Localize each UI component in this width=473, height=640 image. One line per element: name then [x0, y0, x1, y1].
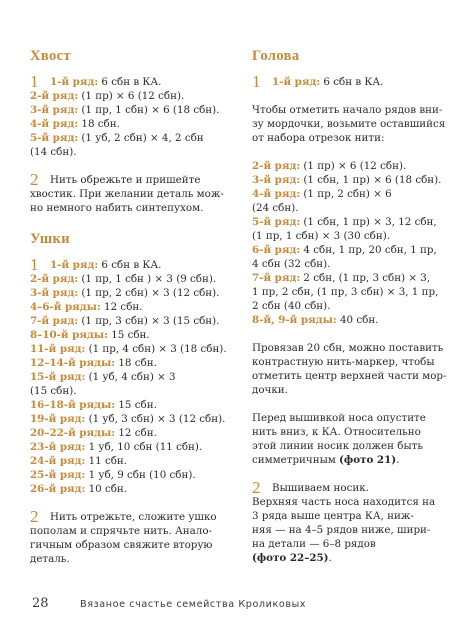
instruction-line: 15-й ряд: (1 уб, 4 сбн) × 3: [30, 371, 176, 383]
instruction-line: (фото 22–25).: [252, 552, 332, 564]
instruction-line: симметричным (фото 21).: [252, 454, 400, 466]
instruction-line: 6-й ряд: 4 сбн, 1 пр, 20 сбн, 1 пр,: [252, 244, 437, 256]
instruction-line: нить вниз, к КА. Относительно: [252, 426, 421, 438]
instruction-line: 3 ряда выше центра КА, ниж-: [252, 510, 414, 522]
instruction-line: 3-й ряд: (1 пр, 1 сбн) × 6 (18 сбн).: [30, 104, 220, 116]
ears-step-2: [30, 507, 230, 566]
book-title: Вязаное счастье семейства Кроликовых: [80, 599, 307, 610]
instruction-line: от набора отрезок нити:: [252, 132, 385, 144]
instruction-line: 23-й ряд: 1 уб, 10 сбн (11 сбн).: [30, 441, 203, 453]
instruction-line: 7-й ряд: 2 сбн, (1 пр, 3 сбн) × 3,: [252, 272, 431, 284]
instruction-line: 20–22-й ряды: 12 сбн.: [30, 427, 157, 439]
instruction-line: Верхняя часть носа находится на: [252, 496, 436, 508]
instruction-line: (15 сбн).: [30, 385, 77, 397]
instruction-line: 25-й ряд: 1 уб, 9 сбн (10 сбн).: [30, 469, 196, 481]
instruction-line: 11-й ряд: (1 пр, 4 сбн) × 3 (18 сбн).: [30, 343, 227, 355]
instruction-line: Провязав 20 сбн, можно поставить: [252, 342, 444, 354]
instruction-line: (24 сбн).: [252, 202, 299, 214]
page-number: 28: [32, 596, 49, 611]
instruction-line: Чтобы отметить начало рядов вни-: [252, 104, 443, 116]
instruction-line: зу мордочки, возьмите оставшийся: [252, 118, 446, 130]
right-column: [252, 48, 452, 579]
instruction-line: 26-й ряд: 10 сбн.: [30, 483, 128, 495]
instruction-line: деталь.: [30, 553, 70, 565]
tail-step-2: [30, 170, 230, 215]
instruction-line: этой линии носик должен быть: [252, 440, 423, 452]
step-number: 2: [252, 478, 261, 497]
instruction-line: 7-й ряд: (1 пр, 3 сбн) × 3 (15 сбн).: [30, 315, 220, 327]
left-column: [30, 48, 230, 580]
instruction-line: 2-й ряд: (1 пр) × 6 (12 сбн).: [252, 160, 407, 172]
instruction-line: 4 сбн (32 сбн).: [252, 258, 331, 270]
instruction-line: отметить центр верхней части мор-: [252, 370, 447, 382]
instruction-line: няя — на 4–5 рядов ниже, шири-: [252, 524, 431, 536]
instruction-line: 3-й ряд: (1 сбн, 1 пр) × 6 (18 сбн).: [252, 174, 442, 186]
instruction-line: (14 сбн).: [30, 146, 77, 158]
instruction-line: гичным образом свяжите вторую: [30, 539, 213, 551]
instruction-line: дочки.: [252, 384, 288, 396]
step-number: 2: [30, 170, 39, 189]
instruction-line: на детали — 6–8 рядов: [252, 538, 376, 550]
ears-step-1: [30, 255, 230, 496]
instruction-line: 4–6-й ряды: 12 сбн.: [30, 301, 143, 313]
instruction-line: 1 пр, 2 сбн, (1 пр, 3 сбн) × 3, 1 пр,: [252, 286, 439, 298]
instruction-line: 2 Нить отрежьте, сложите ушко: [30, 507, 217, 526]
instruction-line: 2-й ряд: (1 пр) × 6 (12 сбн).: [30, 90, 185, 102]
instruction-line: 2 Нить обрежьте и пришейте: [30, 170, 201, 189]
instruction-line: 1 1-й ряд: 6 сбн в КА.: [30, 72, 162, 91]
instruction-line: 19-й ряд: (1 уб, 3 сбн) × 3 (12 сбн).: [30, 413, 226, 425]
instruction-line: 1 1-й ряд: 6 сбн в КА.: [30, 255, 162, 274]
instruction-line: пополам и спрячьте нить. Анало-: [30, 525, 213, 537]
instruction-line: контрастную нить-маркер, чтобы: [252, 356, 435, 368]
instruction-line: Перед вышивкой носа опустите: [252, 412, 426, 424]
instruction-line: (1 пр, 1 сбн) × 3 (30 сбн).: [252, 230, 391, 242]
instruction-line: 8-й, 9-й ряды: 40 сбн.: [252, 314, 379, 326]
instruction-line: 2 Вышиваем носик.: [252, 478, 369, 497]
step-number: 1: [30, 255, 39, 274]
instruction-line: 16–18-й ряды: 15 сбн.: [30, 399, 157, 411]
head-step-2: [252, 478, 452, 565]
instruction-line: хвостик. При желании деталь мож-: [30, 188, 224, 200]
instruction-line: 2-й ряд: (1 пр, 1 сбн ) × 3 (9 сбн).: [30, 273, 217, 285]
tail-step-1: [30, 72, 230, 159]
step-number: 1: [30, 72, 39, 91]
instruction-line: 12–14-й ряды: 18 сбн.: [30, 357, 157, 369]
photo-reference: (фото 21): [339, 454, 397, 466]
instruction-line: 8–10-й ряды: 15 сбн.: [30, 329, 150, 341]
step-number: 2: [30, 507, 39, 526]
instruction-line: но немного набить синтепухом.: [30, 202, 204, 214]
instruction-line: 24-й ряд: 11 сбн.: [30, 455, 128, 467]
section-heading-head: Голова: [252, 48, 300, 64]
instruction-line: 4-й ряд: (1 пр, 2 сбн) × 6: [252, 188, 392, 200]
instruction-line: 5-й ряд: (1 уб, 2 сбн) × 4, 2 сбн: [30, 132, 204, 144]
step-number: 1: [252, 72, 261, 91]
instruction-line: 4-й ряд: 18 сбн.: [30, 118, 120, 130]
section-heading-tail: Хвост: [30, 48, 72, 64]
section-heading-ears: Ушки: [30, 231, 71, 247]
page-footer: [32, 596, 452, 611]
head-step-1: [252, 72, 452, 467]
photo-reference: (фото 22–25): [252, 552, 329, 564]
instruction-line: 1 1-й ряд: 6 сбн в КА.: [252, 72, 384, 91]
instruction-line: 2 сбн (40 сбн).: [252, 300, 331, 312]
instruction-line: 3-й ряд: (1 пр, 2 сбн) × 3 (12 сбн).: [30, 287, 220, 299]
instruction-line: 5-й ряд: (1 сбн, 1 пр) × 3, 12 сбн,: [252, 216, 437, 228]
